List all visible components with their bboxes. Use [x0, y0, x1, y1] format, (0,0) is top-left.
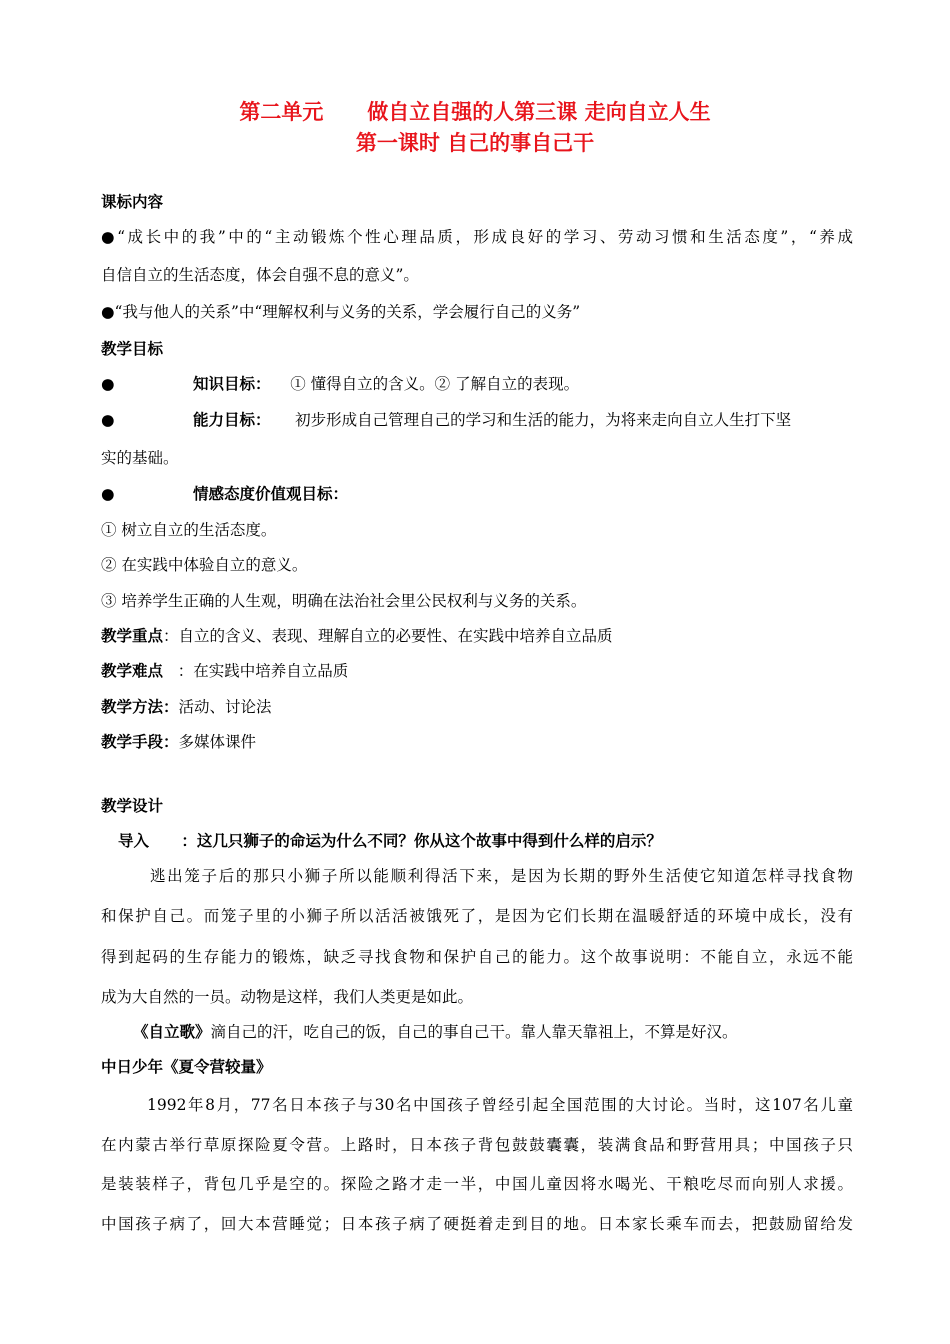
curriculum-heading: 课标内容 — [101, 192, 164, 211]
story-line: 成为大自然的一员。动物是这样，我们人类更是如此。 — [101, 988, 474, 1006]
means — [101, 731, 853, 753]
intro-label: 导入 — [118, 831, 150, 850]
goal-text: ① 懂得自立的含义。② 了解自立的表现。 — [290, 375, 580, 393]
difficulty-label: 教学难点 — [101, 661, 164, 680]
key-points — [101, 625, 853, 647]
camp-line: 中国孩子病了，回大本营睡觉；日本孩子病了硬挺着走到目的地。日本家长乘车而去，把鼓励留给发 — [101, 1215, 853, 1233]
goal-label: 情感态度价值观目标： — [193, 484, 349, 503]
intro — [118, 830, 853, 852]
bullet: ● — [101, 375, 115, 393]
camp-line: 在内蒙古举行草原探险夏令营。上路时，日本孩子背包鼓鼓囊囊，装满食品和野营用具；中国孩子只 — [101, 1136, 853, 1154]
camp-heading: 中日少年《夏令营较量》 — [101, 1057, 272, 1076]
unit-label: 第二单元 — [239, 99, 324, 124]
story-line: 得到起码的生存能力的锻炼，缺乏寻找食物和保护自己的能力。这个故事说明：不能自立，永远不能 — [101, 948, 853, 966]
emotion-item: ① 树立自立的生活态度。 — [101, 521, 277, 539]
goal-ability-line1 — [101, 409, 853, 431]
document-title-line1 — [0, 98, 950, 126]
key-points-label: 教学重点 — [101, 626, 164, 645]
goal-ability-line2: 实的基础。 — [101, 449, 179, 467]
emotion-item: ② 在实践中体验自立的意义。 — [101, 556, 308, 574]
song-text: 滴自己的汗，吃自己的饭，自己的事自己干。靠人靠天靠祖上，不算是好汉。 — [210, 1023, 738, 1041]
curriculum-bullet1-line1: ●“成长中的我”中的“主动锻炼个性心理品质，形成良好的学习、劳动习惯和生活态度”，“养成 — [101, 228, 853, 246]
method-label: 教学方法： — [101, 697, 179, 716]
design-heading: 教学设计 — [101, 796, 164, 815]
goal-emotion — [101, 483, 853, 505]
bullet: ● — [101, 411, 115, 429]
goal-text: 初步形成自己管理自己的学习和生活的能力，为将来走向自立人生打下坚 — [295, 411, 792, 429]
method — [101, 696, 853, 718]
bullet: ● — [101, 485, 115, 503]
camp-line: 1992年8月，77名日本孩子与30名中国孩子曾经引起全国范围的大讨论。当时，这107名儿童 — [147, 1096, 853, 1114]
curriculum-bullet1-line2: 自信自立的生活态度，体会自强不息的意义”。 — [101, 266, 419, 284]
method-text: 活动、讨论法 — [178, 698, 272, 716]
song-title: 《自立歌》 — [133, 1022, 211, 1041]
lesson-title: 做自立自强的人第三课 走向自立人生 — [367, 99, 711, 124]
emotion-item: ③ 培养学生正确的人生观，明确在法治社会里公民权利与义务的关系。 — [101, 592, 587, 610]
means-label: 教学手段： — [101, 732, 179, 751]
goals-heading: 教学目标 — [101, 339, 164, 358]
song-line — [133, 1021, 853, 1043]
goal-label: 知识目标： — [193, 374, 271, 393]
document-title-line2: 第一课时 自己的事自己干 — [355, 130, 595, 155]
camp-line: 是装装样子，背包几乎是空的。探险之路才走一半，中国儿童因将水喝光、干粮吃尽而向别人求援。 — [101, 1175, 853, 1193]
goal-knowledge — [101, 373, 853, 395]
story-line: 和保护自己。而笼子里的小狮子所以活活被饿死了，是因为它们长期在温暖舒适的环境中成长，没有 — [101, 907, 853, 925]
means-text: 多媒体课件 — [178, 733, 257, 751]
difficulty — [101, 660, 853, 682]
difficulty-text: ：在实践中培养自立品质 — [177, 662, 349, 680]
story-line: 逃出笼子后的那只小狮子所以能顺利得活下来，是因为长期的野外生活使它知道怎样寻找食物 — [150, 867, 853, 885]
intro-text: ：这几只狮子的命运为什么不同？你从这个故事中得到什么样的启示？ — [181, 831, 662, 850]
key-points-text: ：自立的含义、表现、理解自立的必要性、在实践中培养自立品质 — [163, 627, 613, 645]
curriculum-bullet2: ●“我与他人的关系”中“理解权利与义务的关系，学会履行自己的义务” — [101, 303, 581, 321]
goal-label: 能力目标： — [193, 410, 271, 429]
